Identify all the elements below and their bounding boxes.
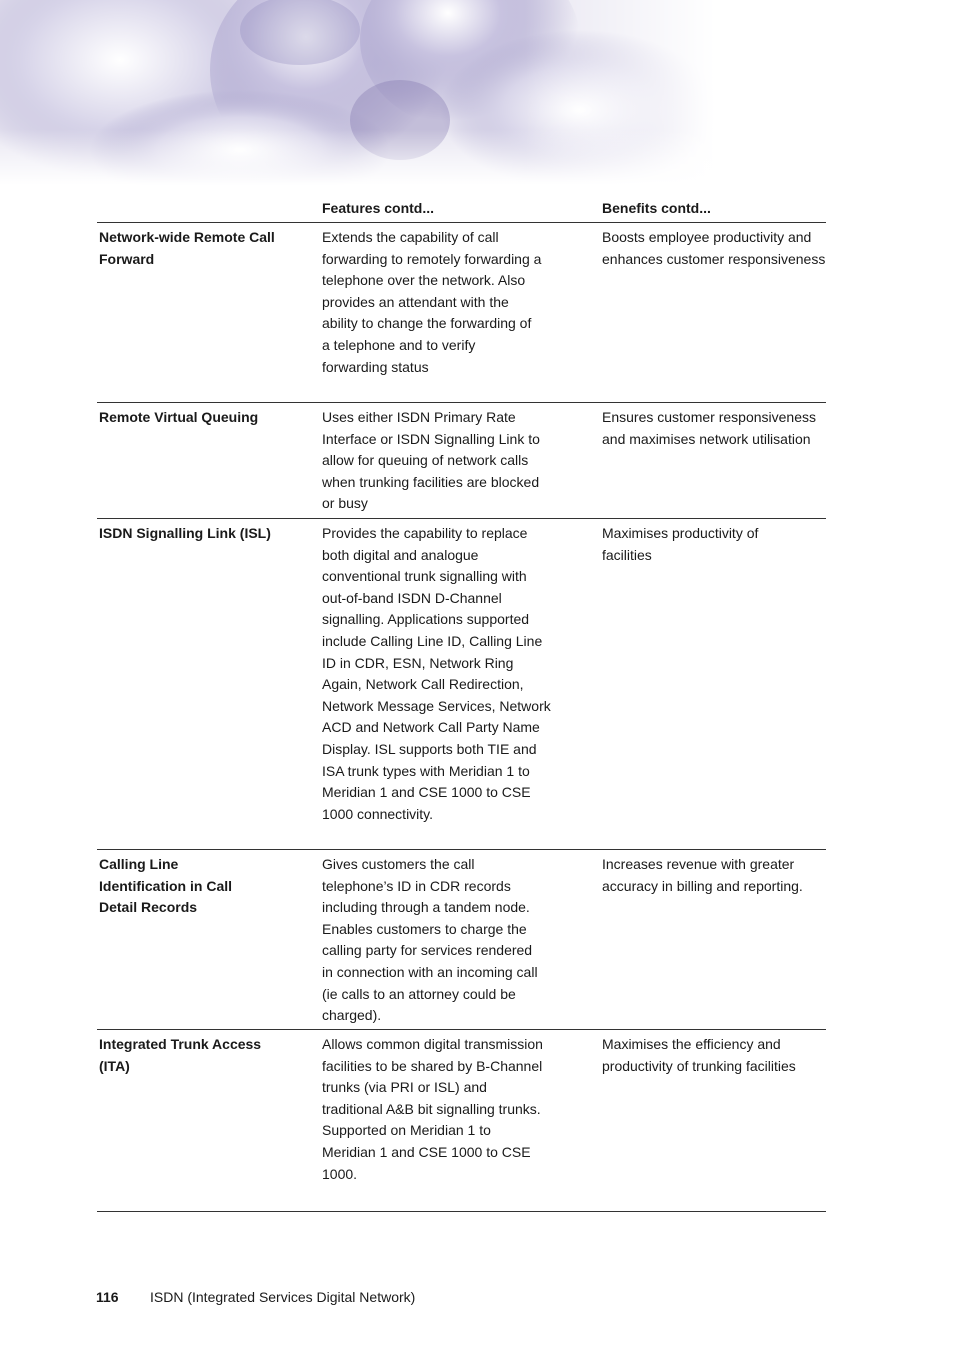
table-row [97, 403, 826, 519]
feature-benefit: Boosts employee productivity and enhances customer responsiveness [602, 229, 826, 267]
feature-description: Allows common digital transmission facilities to be shared by B-Channel trunks (via PRI or ISL) and traditional A&B bit signalling trunks. Supported on Meridian 1 to Meridian 1 and CSE 1000 to CSE 1000. [322, 1036, 543, 1182]
feature-description: Extends the capability of call forwarding to remotely forwarding a telephone over the network. Also provides an attendant with the ability to change the forwarding of a telephone and to verify forwarding status [322, 229, 542, 375]
footer-title: ISDN (Integrated Services Digital Network) [150, 1289, 416, 1305]
feature-benefit: Ensures customer responsiveness and maximises network utilisation [602, 409, 816, 447]
table-row [97, 1030, 826, 1212]
feature-description: Uses either ISDN Primary Rate Interface or ISDN Signalling Link to allow for queuing of network calls when trunking facilities are blocked or busy [322, 409, 540, 512]
feature-description: Provides the capability to replace both digital and analogue conventional trunk signalling with out-of-band ISDN D-Channel signalling. Applications supported include Calling Line ID, Calling Line ID in CDR, ESN, Network Ring Again, Network Call Redirection, Network Message Services, Network ACD and Network Call Party Name Display. ISL supports both TIE and ISA trunk types with Meridian 1 to Meridian 1 and CSE 1000 to CSE 1000 connectivity. [322, 525, 551, 822]
feature-name: Network-wide Remote Call Forward [99, 229, 275, 267]
feature-benefit: Maximises productivity of facilities [602, 525, 759, 563]
table-row [97, 223, 826, 403]
feature-description: Gives customers the call telephone’s ID in CDR records including through a tandem node. Enables customers to charge the calling party for services rendered in connection with an incoming call (ie calls to an attorney could be charged). [322, 856, 538, 1024]
feature-name: Calling Line Identification in Call Detail Records [99, 856, 233, 916]
table-row [97, 519, 826, 850]
header-banner-image [0, 0, 954, 185]
page-footer [96, 1289, 415, 1305]
feature-benefit: Increases revenue with greater accuracy in billing and reporting. [602, 856, 803, 894]
page-number: 116 [96, 1289, 119, 1305]
features-table [97, 223, 826, 1212]
features-column-header: Features contd... [322, 200, 435, 216]
feature-name: ISDN Signalling Link (ISL) [99, 525, 271, 541]
feature-name: Integrated Trunk Access (ITA) [99, 1036, 262, 1074]
table-row [97, 850, 826, 1030]
feature-benefit: Maximises the efficiency and productivity of trunking facilities [602, 1036, 796, 1074]
decorative-spheres-image [0, 0, 954, 185]
table-header [97, 198, 826, 223]
benefits-column-header: Benefits contd... [602, 200, 711, 216]
feature-name: Remote Virtual Queuing [99, 409, 259, 425]
